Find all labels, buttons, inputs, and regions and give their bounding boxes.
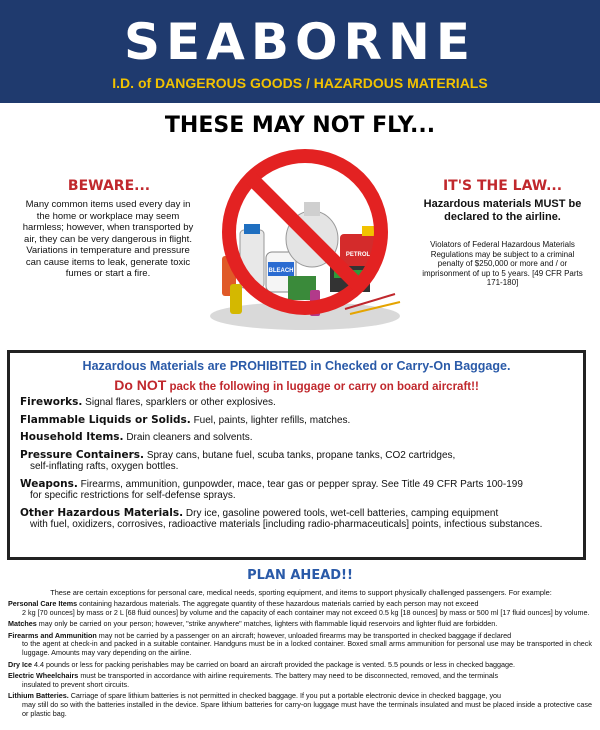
brand-title: SEABORNE	[124, 13, 476, 71]
prohibited-item-title: Other Hazardous Materials.	[20, 506, 184, 519]
prohibited-item-title: Fireworks.	[20, 396, 83, 408]
prohibited-item	[20, 397, 572, 409]
law-text: Violators of Federal Hazardous Materials Regulations may be subject to a criminal penalty of $250,000 or more and / or imprisonment of up to 5 years. [49 CFR Parts 171-180]	[422, 240, 583, 287]
prohibited-item	[20, 415, 572, 427]
prohibited-item-title: Flammable Liquids or Solids.	[20, 413, 191, 426]
exception-item-text: Carriage of spare lithium batteries is not permitted in checked baggage. If you put a portable electronic device in checked baggage, you	[70, 691, 502, 701]
prohibited-item	[20, 479, 572, 502]
plan-intro: These are certain exceptions for personal care, medical needs, sporting equipment, and items to support physically challenged passengers. For example:	[50, 588, 552, 597]
law-subheading: Hazardous materials MUST be declared to the airline.	[423, 198, 582, 223]
prohibited-item	[20, 450, 572, 473]
page-headline: THESE MAY NOT FLY...	[164, 113, 436, 138]
exception-item-text: may not be carried by a passenger on an aircraft; however, unloaded firearms may be transported in checked baggage if declared	[98, 630, 512, 640]
beware-heading: BEWARE...	[67, 178, 151, 194]
exception-item	[8, 620, 592, 629]
plan-ahead-heading: PLAN AHEAD!!	[247, 568, 353, 583]
prohibited-item	[20, 432, 572, 444]
prohibited-item-text: Fuel, paints, lighter refills, matches.	[193, 414, 351, 426]
header-subtitle: I.D. of DANGEROUS GOODS / HAZARDOUS MATERIALS	[112, 75, 488, 91]
prohibited-item-text: Spray cans, butane fuel, scuba tanks, propane tanks, CO2 cartridges,	[146, 449, 456, 461]
petrol-label: PETROL	[345, 252, 371, 258]
exception-item-title: Matches	[8, 619, 37, 629]
do-not-rest: pack the following in luggage or carry on board aircraft!!	[166, 381, 479, 393]
prohibited-item-continuation: with fuel, oxidizers, corrosives, radioactive materials [including radio-pharmaceuticals] points, infectious substances.	[30, 519, 543, 530]
prohibited-item	[20, 508, 572, 531]
exception-item	[8, 692, 592, 718]
beware-text: Many common items used every day in the home or workplace may seem harmless; however, when transported by air, they can be very dangerous in flight. Variations in temperature and pressure can cause items to leak, generate toxic fumes or start a fire.	[22, 199, 194, 279]
exception-item-title: Personal Care Items	[8, 599, 78, 608]
exception-item-text: may only be carried on your person; however, "strike anywhere" matches, lighters with flammable liquid reservoirs and lighter fluid are forbidden.	[38, 619, 498, 629]
header-banner	[0, 0, 600, 103]
exception-item-continuation: may still do so with the batteries installed in the device. Spare lithium batteries for carry-on luggage must have the terminals insulated and must be placed inside a protective case or plastic bag.	[22, 699, 592, 718]
bleach-label: BLEACH	[268, 268, 294, 274]
prohibited-item-text: Firearms, ammunition, gunpowder, mace, tear gas or pepper spray. See Title 49 CFR Parts 100-199	[80, 478, 523, 490]
exception-item-continuation: to the agent at check-in and packed in a suitable container. Handguns must be in a locked container. Boxed small arms ammunition for personal use may be transported in check luggage. Amounts may vary depending on the airline.	[22, 639, 592, 657]
exception-item-text: containing hazardous materials. The aggregate quantity of these hazardous materials carried by each person may not exceed	[79, 599, 479, 608]
prohibited-item-text: Dry ice, gasoline powered tools, wet-cell batteries, camping equipment	[185, 507, 499, 519]
law-heading: IT'S THE LAW...	[442, 178, 563, 194]
prohibited-items-list	[20, 397, 572, 537]
exception-item	[8, 632, 592, 658]
exception-item-text: 4.4 pounds or less for packing perishables may be carried on board an aircraft provided the package is vented. 5.5 pounds or less in checked baggage.	[33, 659, 516, 669]
prohibited-heading: Hazardous Materials are PROHIBITED in Checked or Carry-On Baggage.	[82, 359, 511, 373]
exception-item-text: must be transported in accordance with airline requirements. The battery may need to be disconnected, removed, and the terminals	[80, 671, 499, 681]
exception-item-title: Electric Wheelchairs	[8, 671, 79, 681]
prohibited-items-box	[7, 350, 586, 560]
exception-item-title: Firearms and Ammunition	[8, 630, 97, 640]
exception-item	[8, 600, 592, 617]
do-not-pack-heading	[10, 377, 583, 393]
exceptions-list	[8, 600, 592, 721]
prohibited-item-title: Weapons.	[20, 477, 78, 490]
exception-item-continuation: insulated to prevent short circuits.	[22, 679, 130, 689]
prohibited-item-text: Drain cleaners and solvents.	[126, 432, 253, 443]
prohibited-item-text: Signal flares, sparklers or other explosives.	[85, 397, 276, 408]
prohibited-item-continuation: for specific restrictions for self-defense sprays.	[30, 490, 236, 501]
exception-item-title: Dry Ice	[8, 659, 32, 669]
prohibited-item-continuation: self-inflating rafts, oxygen bottles.	[30, 461, 179, 472]
prohibited-item-title: Pressure Containers.	[20, 448, 145, 461]
prohibited-item-title: Household Items.	[20, 431, 124, 443]
do-not-lead: Do NOT	[114, 377, 167, 393]
exception-item-continuation: 2 kg [70 ounces] by mass or 2 L [68 fluid ounces] by volume and the capacity of each container may not exceed 0.5 kg [18 ounces] by mass or 500 ml [17 fluid ounces] by volume.	[22, 607, 590, 617]
hazardous-items-illustration	[200, 144, 410, 344]
exception-item	[8, 661, 592, 670]
exception-item-title: Lithium Batteries.	[8, 691, 69, 701]
exception-item	[8, 672, 592, 689]
